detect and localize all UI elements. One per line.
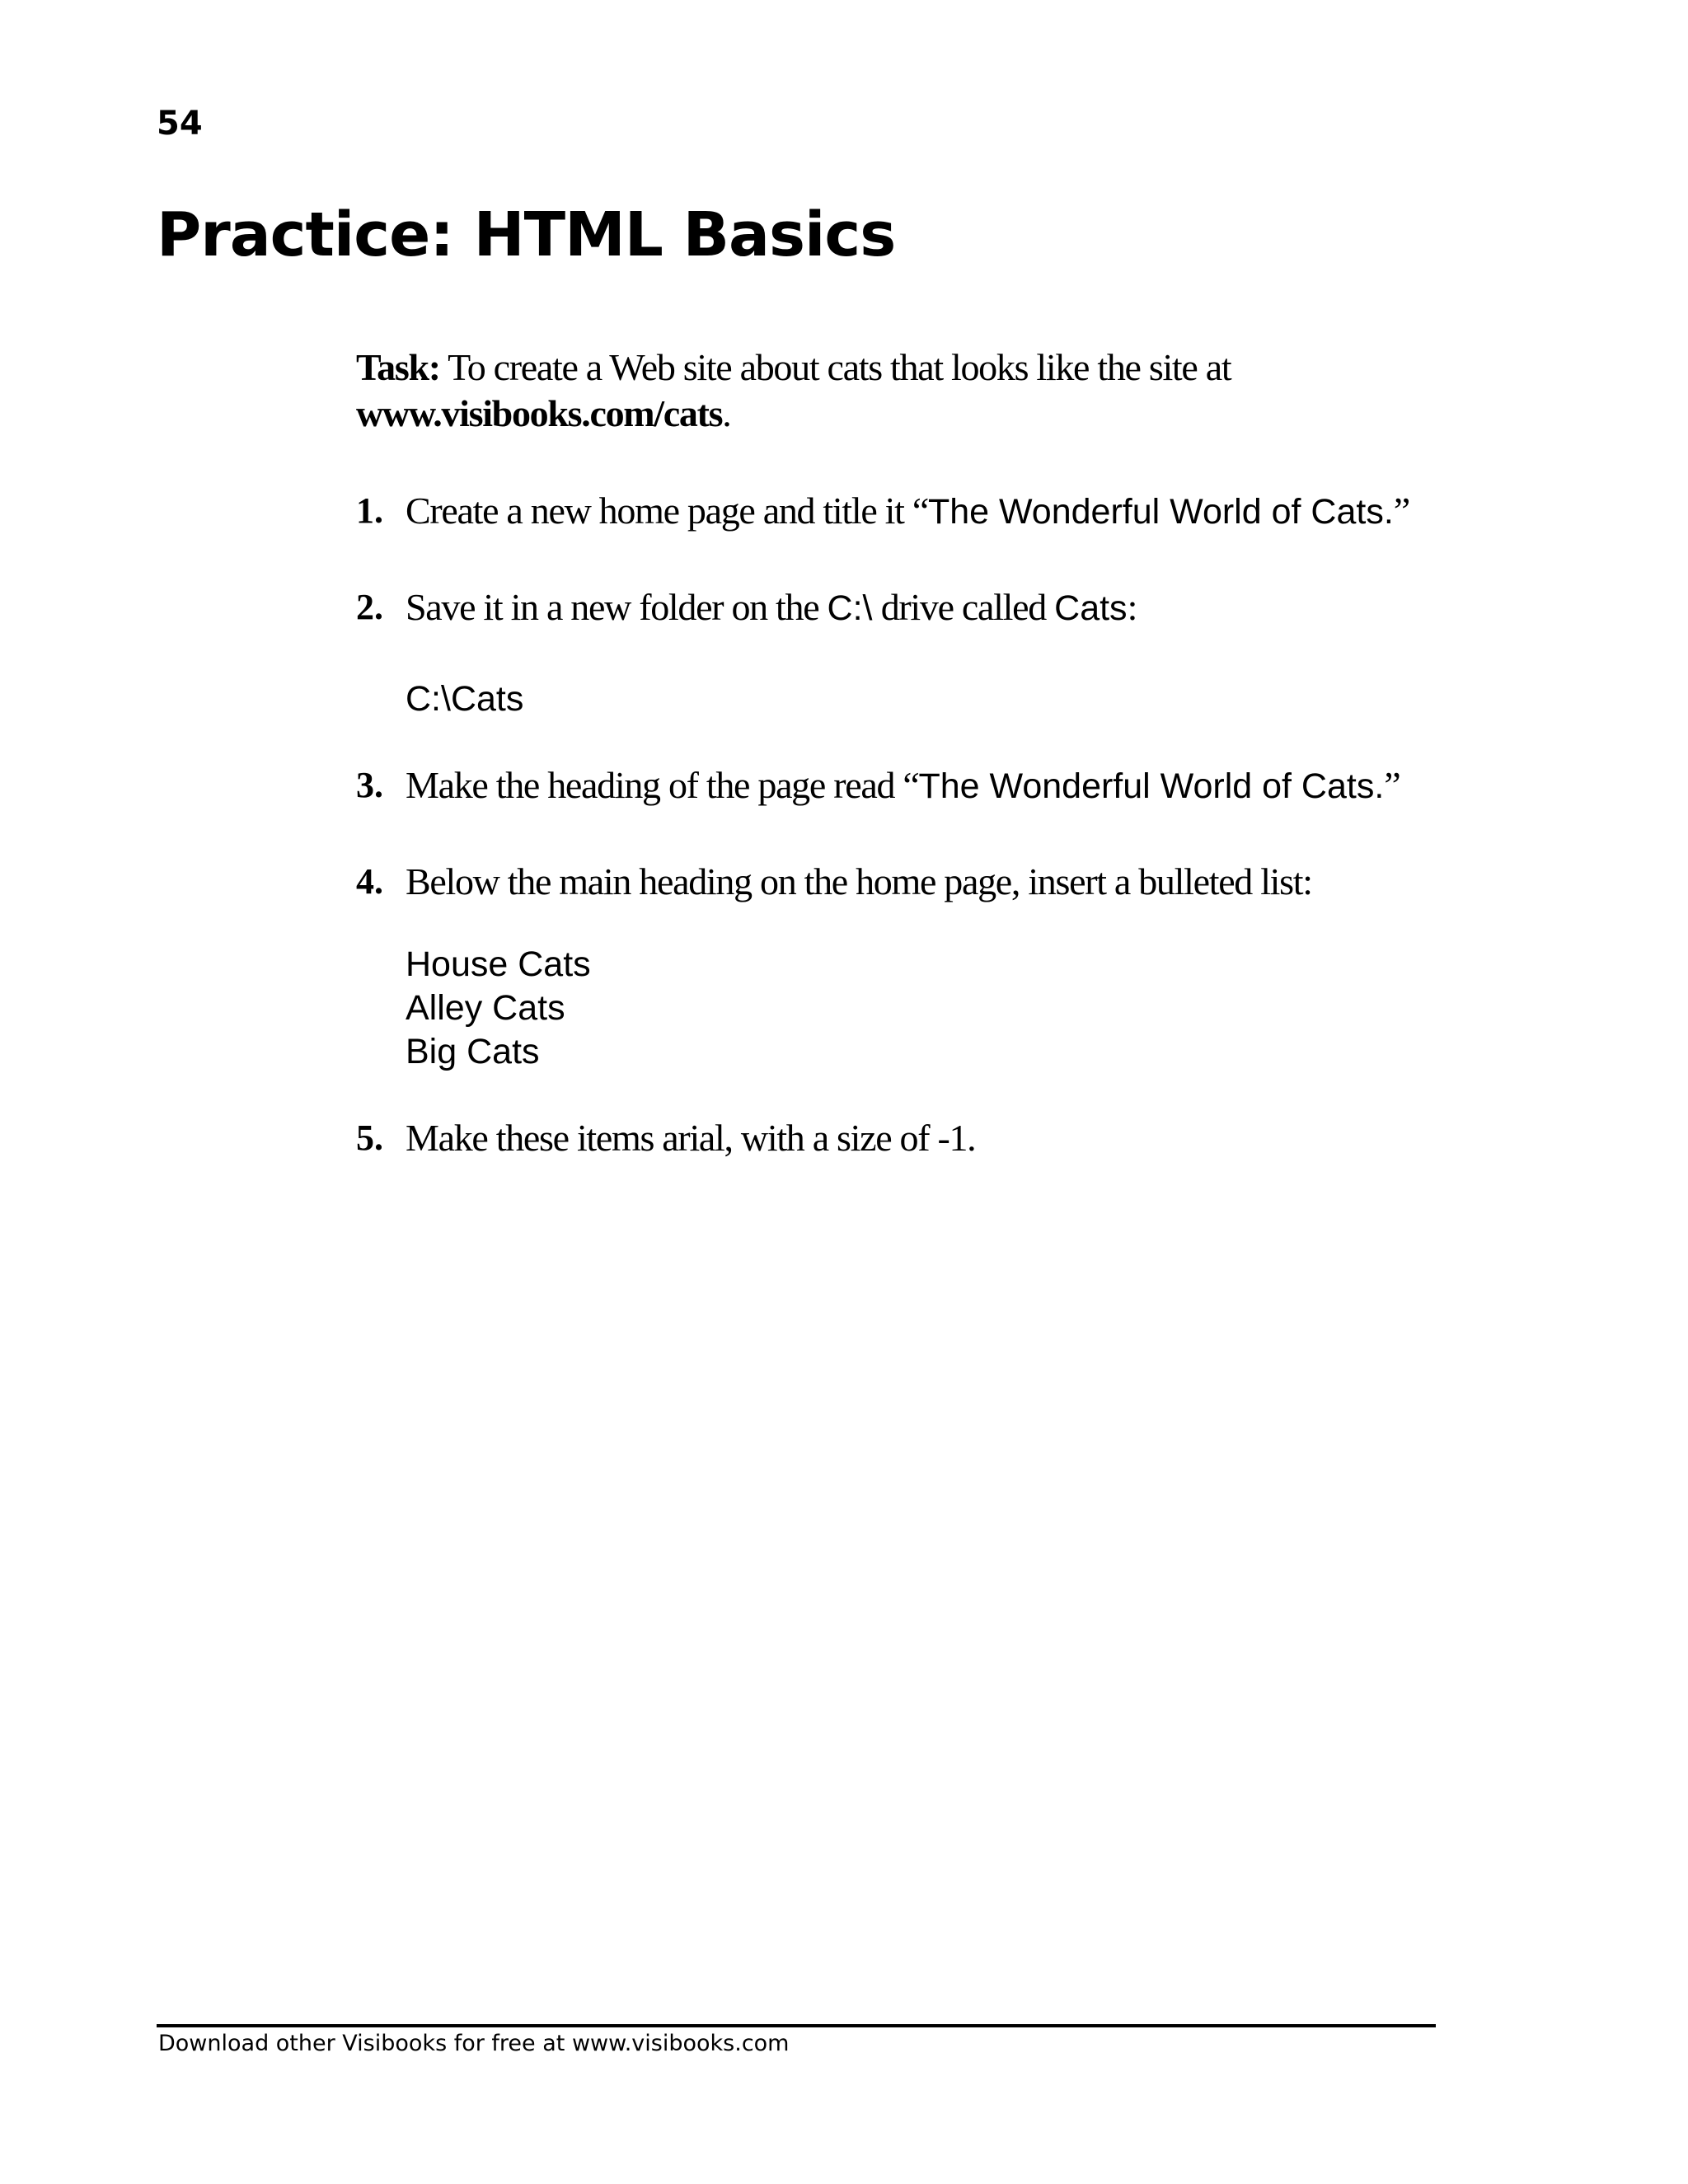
page-number: 54 [157,105,203,143]
list-item: House Cats [406,944,591,984]
task-end: . [722,392,731,434]
step-body [406,488,1428,543]
step-body [406,859,1428,1074]
step-number: 1. [356,490,383,531]
step-2 [356,584,1428,721]
step-text-end: ” [1384,764,1400,806]
folder-name: Cats [1054,588,1128,628]
step-text: Make these items arial, with a size of -1. [406,1117,976,1159]
exercise-content [356,344,1428,1202]
step-text-end: : [1127,586,1137,628]
step-text-end: ” [1393,490,1409,532]
step-text: Create a new home page and title it “ [406,490,928,532]
step-4 [356,859,1428,1074]
step-number: 4. [356,861,383,902]
step-text: Make the heading of the page read “ [406,764,919,806]
step-3 [356,762,1428,818]
step-title-text: The Wonderful World of Cats. [927,492,1394,532]
step-1 [356,488,1428,543]
step-body [406,1115,1428,1161]
task-paragraph [356,344,1428,437]
task-text: To create a Web site about cats that looks like the site at [439,346,1231,388]
step-number: 3. [356,765,383,805]
page-title: Practice: HTML Basics [157,199,896,270]
task-url: www.visibooks.com/cats [356,392,723,434]
footer-divider [157,2024,1436,2027]
step-text: Below the main heading on the home page, insert a bulleted list: [406,860,1312,902]
step-text: Save it in a new folder on the [406,586,828,628]
step-5 [356,1115,1428,1161]
list-item: Alley Cats [406,988,565,1028]
step-number: 5. [356,1118,383,1158]
step-body [406,762,1428,818]
bulleted-list-items [406,943,1428,1074]
drive-name: C:\ [827,588,873,628]
folder-path: C:\Cats [406,679,524,719]
list-item: Big Cats [406,1032,540,1071]
footer-text: Download other Visibooks for free at www.visibooks.com [158,2031,790,2056]
step-heading-text: The Wonderful World of Cats. [918,766,1385,806]
step-body [406,584,1428,721]
step-text: drive called [872,586,1055,628]
task-label: Task: [356,346,440,388]
step-number: 2. [356,587,383,627]
